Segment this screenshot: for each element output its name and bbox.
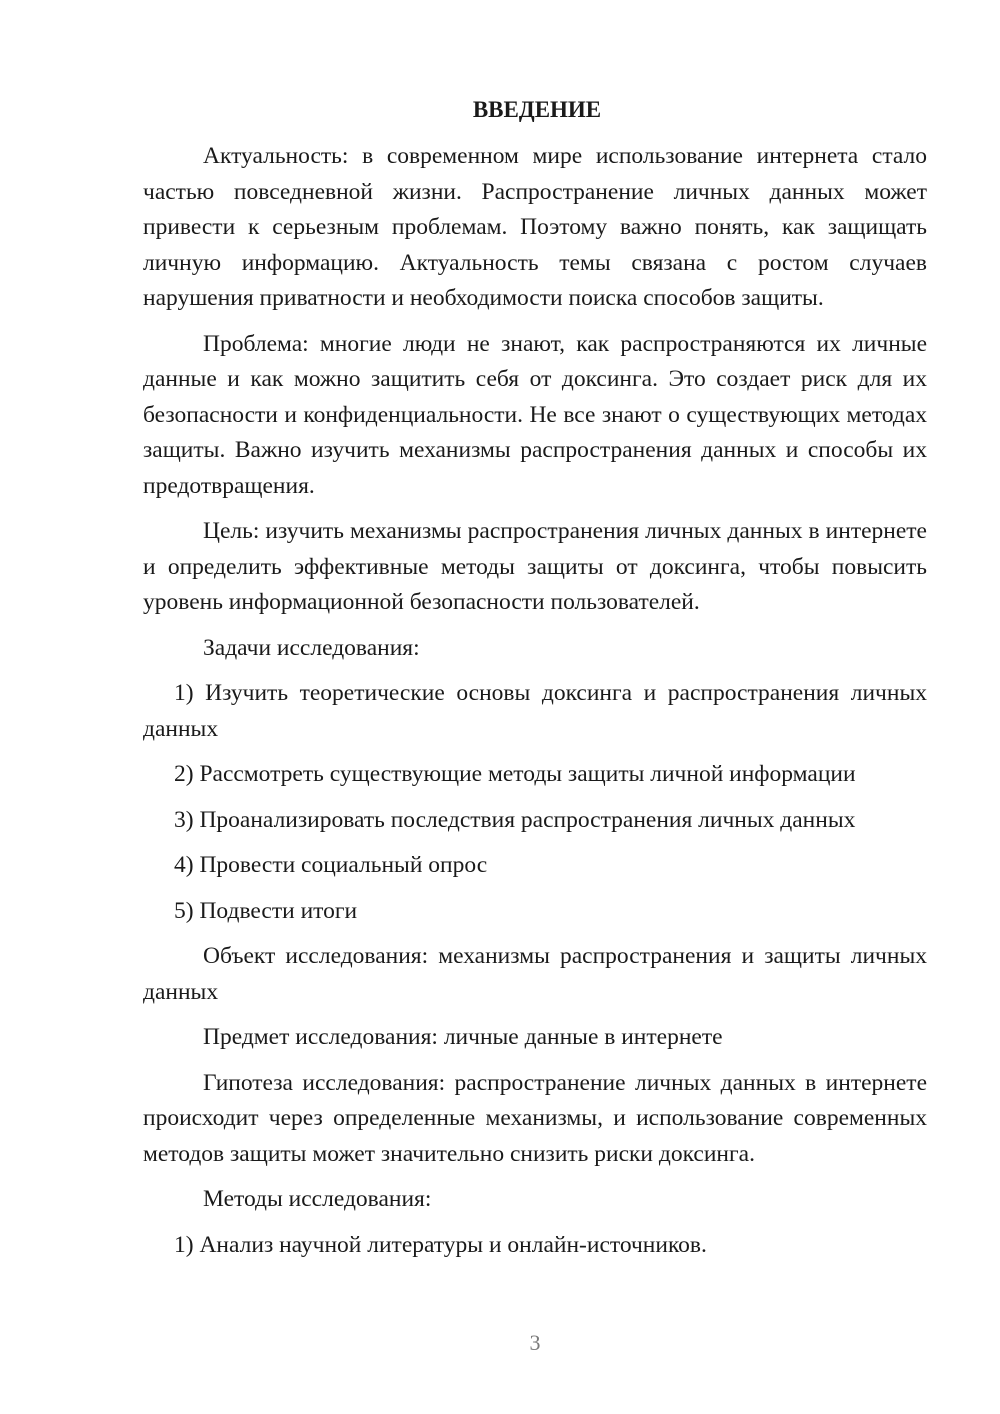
- list-item: 1) Изучить теоретические основы доксинга и распространения личных данных: [143, 680, 927, 742]
- paragraph-subject: Предмет исследования: личные данные в интернете: [203, 1024, 723, 1050]
- list-item: 5) Подвести итоги: [174, 897, 358, 924]
- list-item: 3) Проанализировать последствия распространения личных данных: [174, 806, 856, 833]
- page-content: [143, 92, 927, 1273]
- section-title: ВВЕДЕНИЕ: [472, 97, 602, 122]
- paragraph-goal: Цель: изучить механизмы распространения личных данных в интернете и определить эффективные методы защиты от доксинга, чтобы повысить уровень информационной безопасности пользователей.: [143, 518, 927, 615]
- list-item: 2) Рассмотреть существующие методы защиты личной информации: [174, 761, 856, 787]
- methods-list: [143, 1228, 927, 1264]
- paragraph-hypothesis: Гипотеза исследования: распространение личных данных в интернете происходит через определенные механизмы, и использование современных методов защиты может значительно снизить риски доксинга.: [143, 1069, 927, 1167]
- paragraph-tasks-heading: Задачи исследования:: [203, 634, 420, 661]
- paragraph-relevance: Актуальность: в современном мире использование интернета стало частью повседневной жизни. Распространение личных данных может привести к серьезным проблемам. Поэтому важно понять, как защищать личную информацию. Актуальность темы связана с ростом случаев нарушения приватности и необходимости поиска способов защиты.: [143, 143, 927, 311]
- list-item: 4) Провести социальный опрос: [174, 852, 488, 878]
- paragraph-problem: Проблема: многие люди не знают, как распространяются их личные данные и как можно защитить себя от доксинга. Это создает риск для их безопасности и конфиденциальности. Не все знают о существующих методах защиты. Важно изучить механизмы распространения данных и способы их предотвращения.: [143, 330, 927, 499]
- page-number: 3: [529, 1330, 541, 1355]
- paragraph-methods-heading: Методы исследования:: [203, 1186, 432, 1212]
- list-item: 1) Анализ научной литературы и онлайн-источников.: [174, 1231, 707, 1258]
- paragraph-object: Объект исследования: механизмы распространения и защиты личных данных: [143, 943, 927, 1005]
- tasks-list: [143, 676, 927, 929]
